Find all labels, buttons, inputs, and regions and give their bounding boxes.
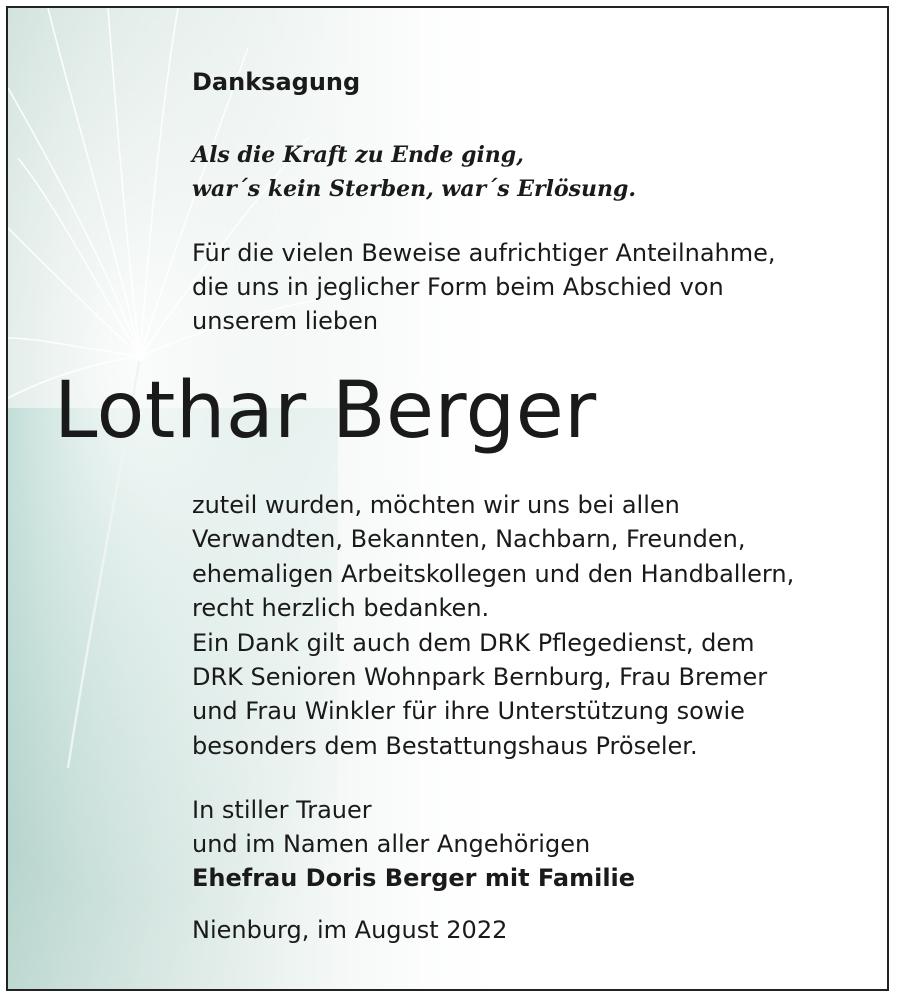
closing-line: In stiller Trauer xyxy=(192,796,372,824)
closing-text xyxy=(192,793,635,895)
deceased-name: Lothar Berger xyxy=(54,366,597,456)
quote xyxy=(192,138,636,206)
thanks-line: Ein Dank gilt auch dem DRK Pflegedienst, dem xyxy=(192,628,755,657)
quote-line: Als die Kraft zu Ende ging, xyxy=(192,142,524,168)
intro-line: Für die vielen Beweise aufrichtiger Anteilnahme, xyxy=(192,239,776,267)
quote-line: war´s kein Sterben, war´s Erlösung. xyxy=(192,176,637,202)
thanks-line: DRK Senioren Wohnpark Bernburg, Frau Bremer xyxy=(192,663,768,692)
thanks-text xyxy=(192,488,794,763)
thanks-line: und Frau Winkler für ihre Unterstützung sowie xyxy=(192,697,745,726)
intro-line: unserem lieben xyxy=(192,307,379,335)
thanks-line: zuteil wurden, möchten wir uns bei allen xyxy=(192,491,680,519)
thanks-line: recht herzlich bedanken. xyxy=(192,594,490,623)
thanks-line: besonders dem Bestattungshaus Pröseler. xyxy=(192,731,698,760)
intro-text xyxy=(192,236,776,338)
place-date: Nienburg, im August 2022 xyxy=(192,916,508,944)
thanks-line: Verwandten, Bekannten, Nachbarn, Freunden, xyxy=(192,525,746,554)
obituary-notice xyxy=(6,6,889,991)
intro-line: die uns in jeglicher Form beim Abschied von xyxy=(192,273,724,301)
thanks-line: ehemaligen Arbeitskollegen und den Handballern, xyxy=(192,559,795,588)
family-signature: Ehefrau Doris Berger mit Familie xyxy=(192,864,636,892)
closing-line: und im Namen aller Angehörigen xyxy=(192,830,591,858)
notice-title: Danksagung xyxy=(192,68,361,96)
